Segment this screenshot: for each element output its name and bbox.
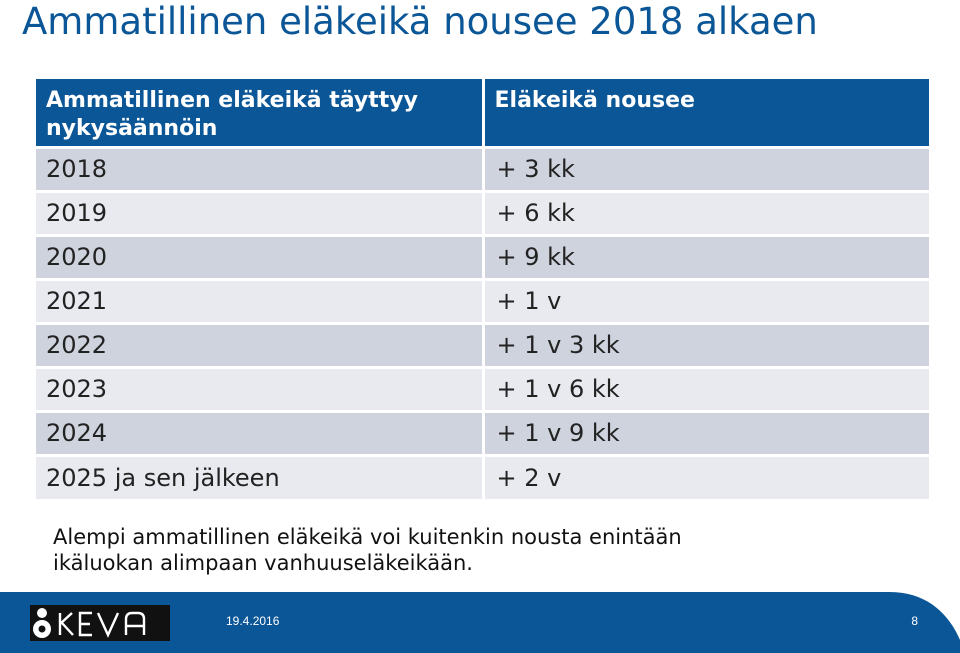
table-row (36, 367, 929, 411)
slide-title: Ammatillinen eläkeikä nousee 2018 alkaen (22, 0, 818, 43)
page-number: 8 (911, 614, 918, 628)
footnote-line: ikäluokan alimpaan vanhuuseläkeikään. (53, 551, 473, 575)
table-row (36, 279, 929, 323)
footnote-line: Alempi ammatillinen eläkeikä voi kuitenkin nousta enintään (53, 525, 682, 549)
keva-logo (30, 605, 170, 645)
table-row (36, 411, 929, 455)
header-retirement-age-current-rules: Ammatillinen eläkeikä täyttyy nykysäännöin (36, 79, 483, 147)
footer-date: 19.4.2016 (226, 614, 280, 628)
year-cell: 2019 (36, 191, 483, 235)
header-retirement-age-increase: Eläkeikä nousee (483, 79, 929, 147)
increase-cell: + 3 kk (483, 147, 929, 191)
year-cell: 2021 (36, 279, 483, 323)
increase-cell: + 2 v (483, 455, 929, 499)
increase-cell: + 1 v (483, 279, 929, 323)
footer-band (0, 590, 960, 653)
increase-cell: + 1 v 3 kk (483, 323, 929, 367)
year-cell: 2023 (36, 367, 483, 411)
table-header-row (36, 79, 929, 147)
year-cell: 2025 ja sen jälkeen (36, 455, 483, 499)
table-row (36, 235, 929, 279)
increase-cell: + 1 v 6 kk (483, 367, 929, 411)
pension-age-table (36, 79, 929, 499)
table-row (36, 191, 929, 235)
table-row (36, 323, 929, 367)
table-row (36, 147, 929, 191)
table-row (36, 455, 929, 499)
increase-cell: + 9 kk (483, 235, 929, 279)
footnote-text (53, 524, 682, 576)
keva-logo-mark (30, 605, 170, 641)
year-cell: 2022 (36, 323, 483, 367)
year-cell: 2018 (36, 147, 483, 191)
year-cell: 2024 (36, 411, 483, 455)
year-cell: 2020 (36, 235, 483, 279)
increase-cell: + 6 kk (483, 191, 929, 235)
increase-cell: + 1 v 9 kk (483, 411, 929, 455)
